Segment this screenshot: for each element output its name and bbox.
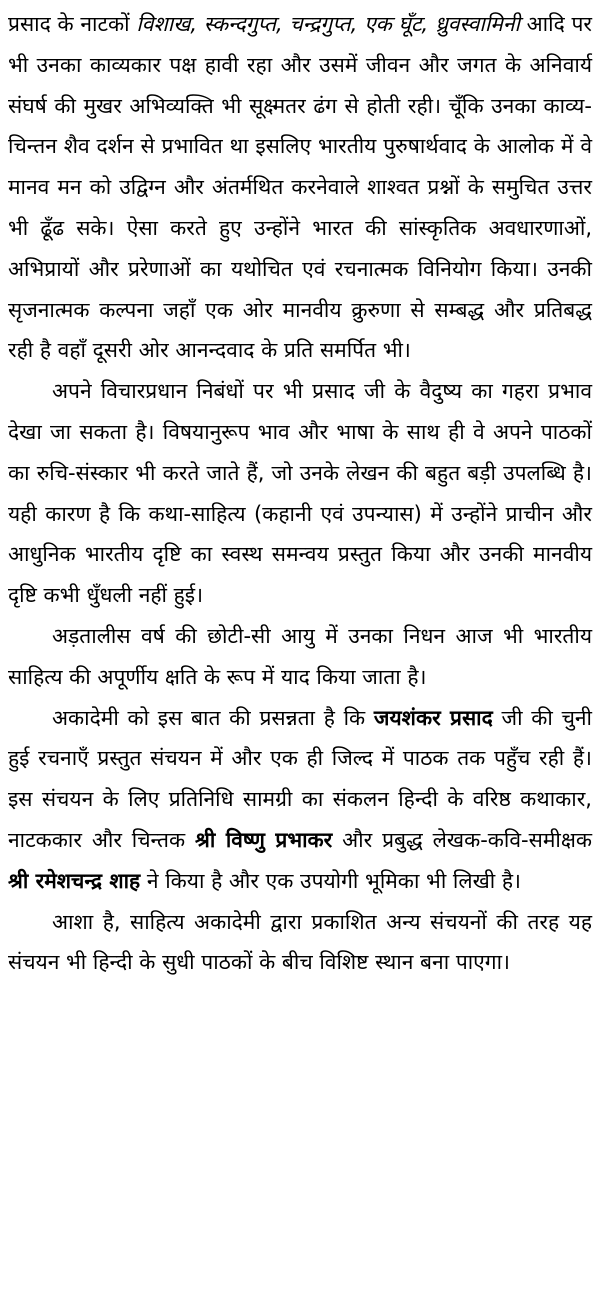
play-titles: विशाख, स्कन्दगुप्त, चन्द्रगुप्त, एक घूँट, ध्रुवस्वामिनी [136, 12, 520, 36]
text-run: प्रसाद के नाटकों [8, 12, 137, 36]
text-run: ने किया है और एक उपयोगी भूमिका भी लिखी है। [140, 868, 522, 893]
text-run: अकादेमी को इस बात की प्रसन्नता है कि [52, 705, 374, 730]
text-run: और प्रबुद्ध लेखक-कवि-समीक्षक [332, 827, 592, 852]
paragraph-5 [8, 902, 592, 984]
text-run: अपने विचारप्रधान निबंधों पर भी प्रसाद जी के वैदुष्य का गहरा प्रभाव देखा जा सकता है। विषयानुरूप भाव और भाषा के साथ ही वे अपने पाठकों का रुचि-संस्कार भी करते जाते हैं, जो उनके लेखन की बहुत बड़ी उपलब्धि है। यही कारण है कि कथा-साहित्य (कहानी एवं उपन्यास) में उन्होंने प्राचीन और आधुनिक भारतीय दृष्टि का स्वस्थ समन्वय प्रस्तुत किया और उनकी मानवीय दृष्टि कभी धुँधली नहीं हुई। [8, 379, 592, 608]
author-name: जयशंकर प्रसाद [373, 705, 493, 730]
text-run: जी की चुनी हुई रचनाएँ प्रस्तुत संचयन में और एक ही जिल्द में पाठक तक पहुँच रही हैं। इस संचयन के लिए प्रतिनिधि सामग्री का संकलन हिन्दी के वरिष्ठ कथाकार, नाटककार और चिन्तक [8, 705, 592, 852]
paragraph-3 [8, 616, 592, 698]
compiler-name-2: श्री रमेशचन्द्र शाह [8, 868, 141, 893]
paragraph-4 [8, 698, 592, 902]
compiler-name-1: श्री विष्णु प्रभाकर [195, 827, 333, 852]
text-run: अड़तालीस वर्ष की छोटी-सी आयु में उनका निधन आज भी भारतीय साहित्य की अपूर्णीय क्षति के रूप में याद किया जाता है। [8, 623, 592, 689]
paragraph-2 [8, 371, 592, 616]
paragraph-1 [8, 4, 592, 371]
text-run: आदि पर भी उनका काव्यकार पक्ष हावी रहा और उसमें जीवन और जगत के अनिवार्य संघर्ष की मुखर अभिव्यक्ति भी सूक्ष्मतर ढंग से होती रही। चूँकि उनका काव्य-चिन्तन शैव दर्शन से प्रभावित था इसलिए भारतीय पुरुषार्थवाद के आलोक में वे मानव मन को उद्विग्न और अंतर्मथित करनेवाले शाश्वत प्रश्नों के समुचित उत्तर भी ढूँढ सके। ऐसा करते हुए उन्होंने भारत की सांस्कृतिक अवधारणाओं, अभिप्रायों और प्ररेणाओं का यथोचित एवं रचनात्मक विनियोग किया। उनकी सृजनात्मक कल्पना जहाँ एक ओर मानवीय क्रुरुणा से सम्बद्ध और प्रतिबद्ध रही है वहाँ दूसरी ओर आनन्दवाद के प्रति समर्पित भी। [8, 12, 592, 363]
text-run: आशा है, साहित्य अकादेमी द्वारा प्रकाशित अन्य संचयनों की तरह यह संचयन भी हिन्दी के सुधी पाठकों के बीच विशिष्ट स्थान बना पाएगा। [8, 909, 592, 975]
